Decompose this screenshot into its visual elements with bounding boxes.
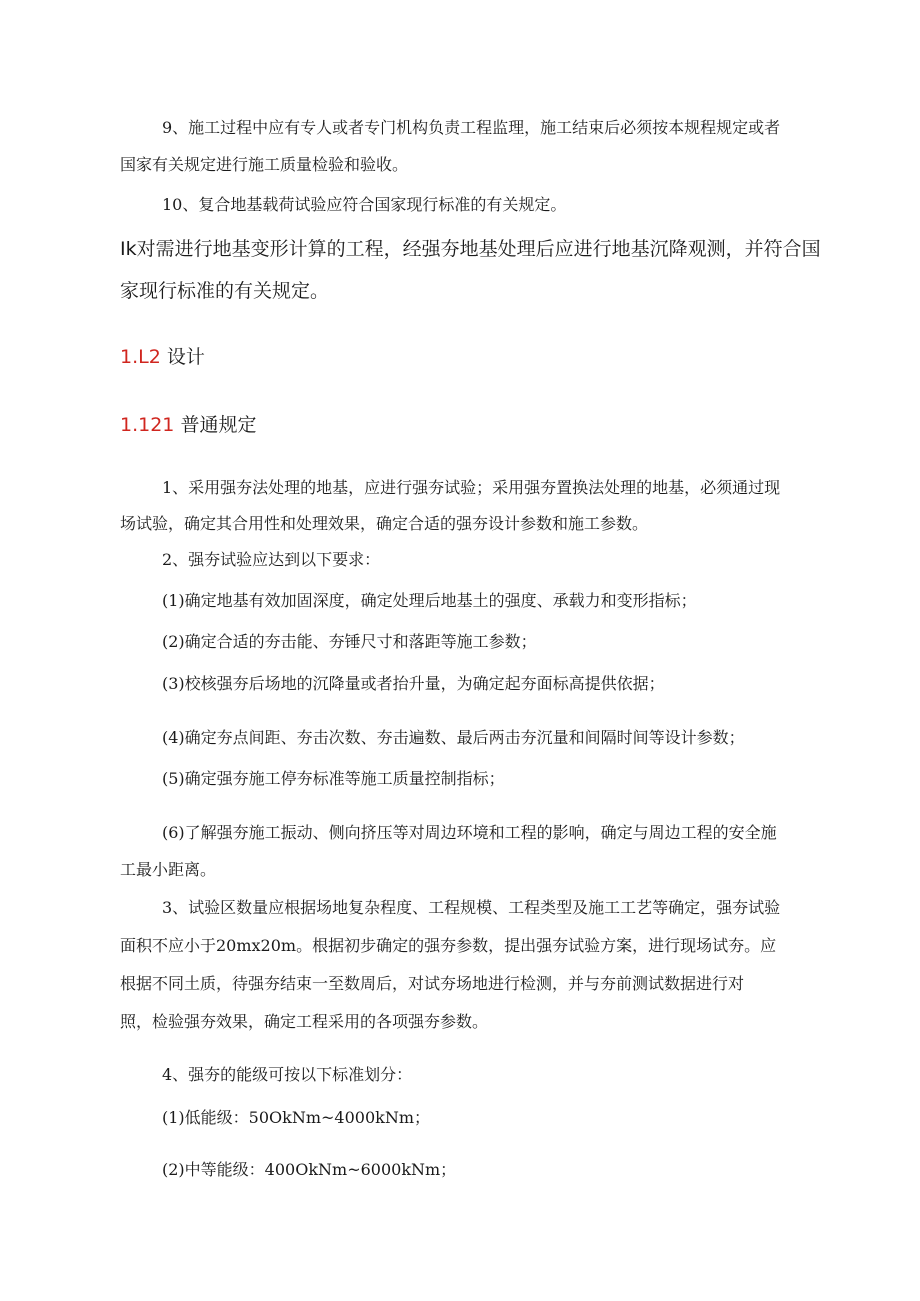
paragraph-11-line-2: 家现行标准的有关规定。	[120, 280, 330, 302]
item-1-line-2: 场试验，确定其合用性和处理效果，确定合适的强夯设计参数和施工参数。	[120, 514, 649, 533]
subitem-6-line-2: 工最小距离。	[120, 860, 217, 879]
section-heading-design	[120, 345, 205, 369]
section-number: 1.L2	[120, 346, 161, 368]
subitem-5: (5)确定强夯施工停夯标准等施工质量控制指标；	[162, 769, 505, 788]
subitem-1: (1)确定地基有效加固深度，确定处理后地基土的强度、承载力和变形指标；	[162, 591, 697, 610]
paragraph-9-line-1: 9、施工过程中应有专人或者专门机构负责工程监理，施工结束后必须按本规程规定或者	[162, 118, 781, 137]
paragraph-11-line-1: Ik对需进行地基变形计算的工程，经强夯地基处理后应进行地基沉降观测，并符合国	[120, 238, 821, 260]
section-heading-general	[120, 413, 256, 437]
item-3-line-4: 照，检验强夯效果，确定工程采用的各项强夯参数。	[120, 1012, 489, 1031]
paragraph-9-line-2: 国家有关规定进行施工质量检验和验收。	[120, 155, 409, 174]
subitem-2: (2)确定合适的夯击能、夯锤尺寸和落距等施工参数；	[162, 632, 537, 651]
item-3-line-1: 3、试验区数量应根据场地复杂程度、工程规模、工程类型及施工工艺等确定，强夯试验	[162, 898, 781, 917]
section-number: 1.121	[120, 414, 175, 436]
item-1-line-1: 1、采用强夯法处理的地基，应进行强夯试验；采用强夯置换法处理的地基，必须通过现	[162, 478, 781, 497]
paragraph-10: 10、复合地基载荷试验应符合国家现行标准的有关规定。	[162, 195, 567, 214]
energy-level-2: (2)中等能级：400OkNm~6000kNm；	[162, 1160, 457, 1179]
item-3-line-2: 面积不应小于20mx20m。根据初步确定的强夯参数，提出强夯试验方案，进行现场试夯。应	[120, 936, 777, 955]
subitem-3: (3)校核强夯后场地的沉降量或者抬升量，为确定起夯面标高提供依据；	[162, 674, 665, 693]
item-3-line-3: 根据不同土质，待强夯结束一至数周后，对试夯场地进行检测，并与夯前测试数据进行对	[120, 974, 745, 993]
item-2: 2、强夯试验应达到以下要求：	[162, 550, 381, 569]
item-4: 4、强夯的能级可按以下标准划分：	[162, 1065, 413, 1084]
section-title: 设计	[166, 346, 205, 368]
subitem-4: (4)确定夯点间距、夯击次数、夯击遍数、最后两击夯沉量和间隔时间等设计参数；	[162, 728, 745, 747]
energy-level-1: (1)低能级：50OkNm~4000kNm；	[162, 1108, 431, 1127]
subitem-6-line-1: (6)了解强夯施工振动、侧向挤压等对周边环境和工程的影响，确定与周边工程的安全施	[162, 823, 777, 842]
section-title: 普通规定	[180, 414, 257, 436]
